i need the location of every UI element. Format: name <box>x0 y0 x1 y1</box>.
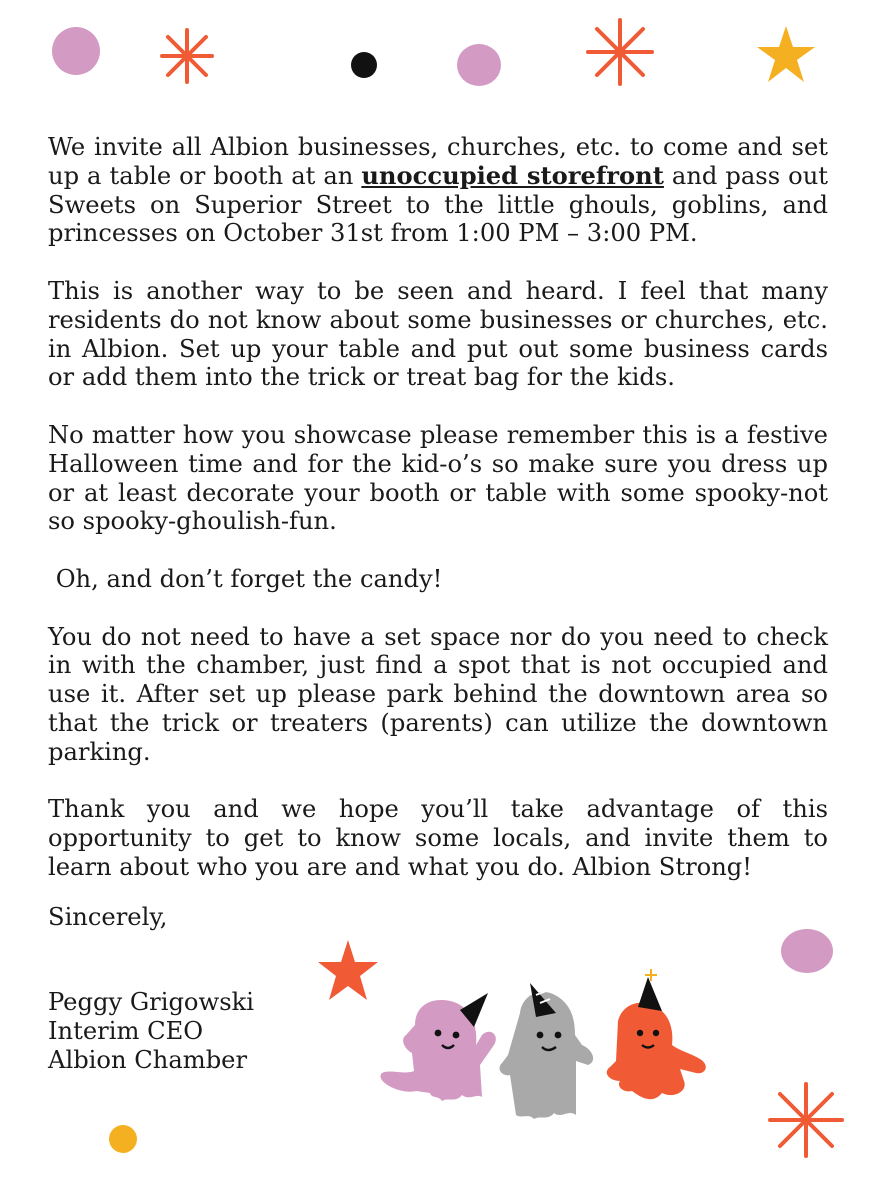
pink-dot-icon <box>456 43 502 87</box>
black-dot-icon <box>350 51 378 79</box>
p1-emphasis: unoccupied storefront <box>361 160 664 190</box>
paragraph-showcase: No matter how you showcase please remember this is a festive Halloween time and for the kid-o’s so make sure you dress up or at least decorate your booth or table with some spooky-not so spooky-ghoulish-fun. <box>48 420 828 536</box>
signature-block <box>48 988 254 1074</box>
gold-dot-icon <box>108 1124 138 1154</box>
orange-starburst-icon <box>766 1080 846 1160</box>
p1-text-start: We invite all Albion businesses, churches, etc. to come and set up a table or booth at an <box>48 133 828 190</box>
ghost-icon <box>500 983 594 1119</box>
paragraph-logistics: You do not need to have a set space nor do you need to check in with the chamber, just find a spot that is not occupied and use it. After set up please park behind the downtown area so that the trick or treaters (parents) can utilize the downtown parking. <box>48 622 828 766</box>
ghost-icon <box>381 993 496 1101</box>
ghosts-illustration <box>370 965 730 1135</box>
signer-org: Albion Chamber <box>48 1045 248 1074</box>
paragraph-invitation <box>48 133 828 248</box>
pink-dot-icon <box>780 928 834 974</box>
letter-body <box>48 133 828 911</box>
signer-name: Peggy Grigowski <box>48 988 254 1016</box>
paragraph-candy: Oh, and don’t forget the candy! <box>48 564 443 593</box>
paragraph-visibility: This is another way to be seen and heard. I feel that many residents do not know about some businesses or churches, etc. in Albion. Set up your table and put out some business cards or add them into the trick or treat bag for the kids. <box>48 276 828 392</box>
orange-starburst-icon <box>585 17 655 87</box>
pink-dot-icon <box>50 25 102 77</box>
gold-star-icon <box>755 24 817 84</box>
closing: Sincerely, <box>48 903 168 931</box>
signer-title: Interim CEO <box>48 1016 204 1045</box>
ghost-icon <box>607 969 706 1099</box>
orange-starburst-icon <box>158 27 216 85</box>
p1-text-end: and pass out Sweets on Superior Street to the little ghouls, goblins, and princesses on October 31st from 1:00 PM – 3:00 PM. <box>48 161 828 248</box>
paragraph-thanks: Thank you and we hope you’ll take advantage of this opportunity to get to know some locals, and invite them to learn about who you are and what you do. Albion Strong! <box>48 795 828 881</box>
